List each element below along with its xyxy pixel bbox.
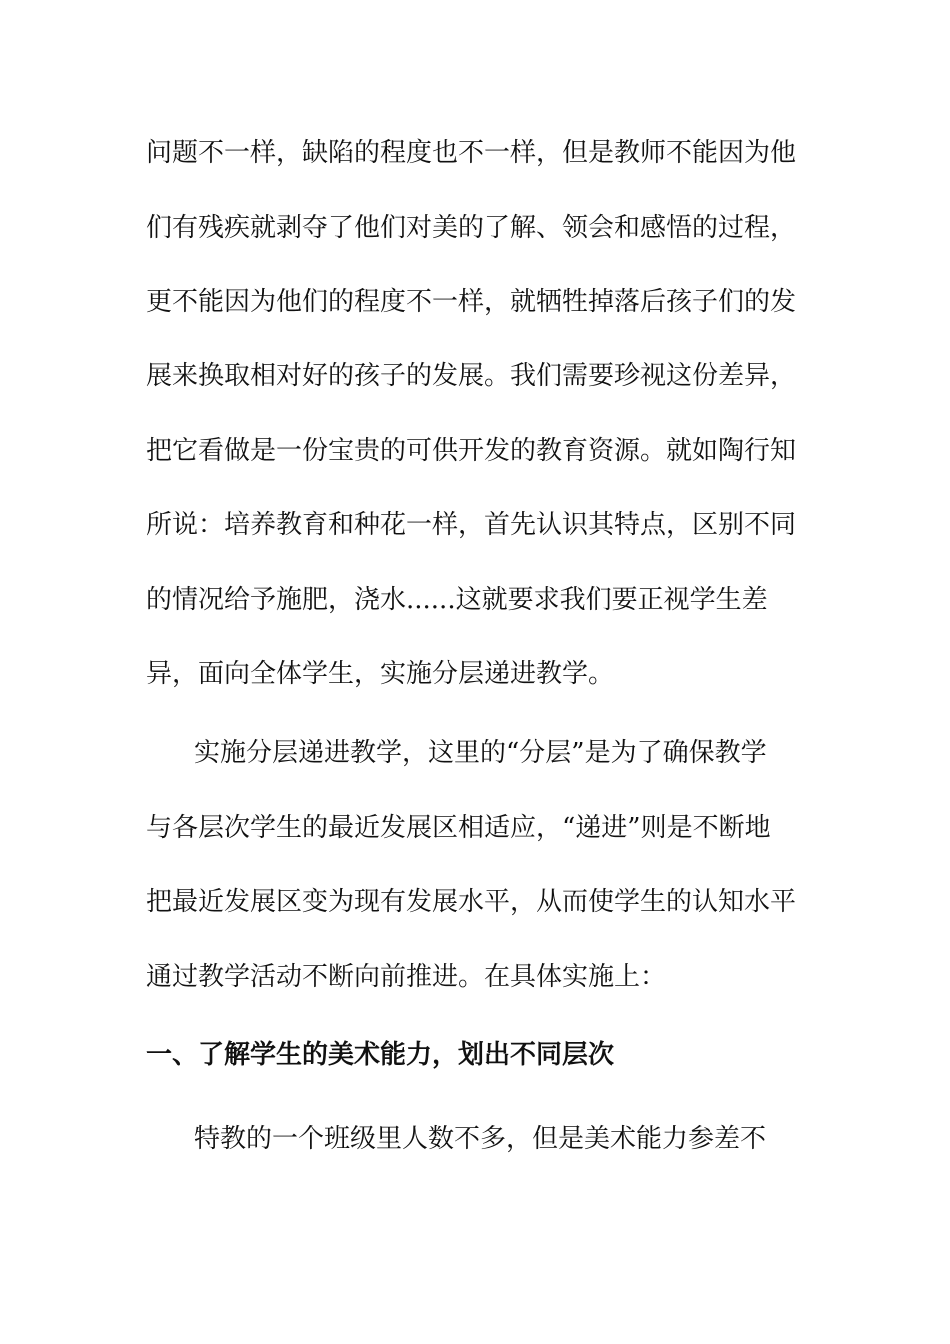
- paragraph-line: 更不能因为他们的程度不一样，就牺牲掉落后孩子们的发: [146, 287, 797, 317]
- paragraph-line: 问题不一样，缺陷的程度也不一样，但是教师不能因为他: [146, 138, 797, 168]
- paragraph-line: 们有残疾就剥夺了他们对美的了解、领会和感悟的过程，: [146, 213, 797, 243]
- paragraph-line: 特教的一个班级里人数不多，但是美术能力参差不: [194, 1124, 767, 1154]
- paragraph-line: 异，面向全体学生，实施分层递进教学。: [146, 659, 615, 689]
- paragraph-line: 把它看做是一份宝贵的可供开发的教育资源。就如陶行知: [146, 436, 797, 466]
- section-heading: 一、了解学生的美术能力，划出不同层次: [146, 1040, 615, 1070]
- paragraph-line: 实施分层递进教学，这里的“分层”是为了确保教学: [194, 738, 767, 768]
- paragraph-line: 把最近发展区变为现有发展水平，从而使学生的认知水平: [146, 887, 797, 917]
- paragraph-line: 所说：培养教育和种花一样，首先认识其特点，区别不同: [146, 510, 797, 540]
- paragraph-line: 的情况给予施肥，浇水......这就要求我们要正视学生差: [146, 585, 768, 615]
- paragraph-line: 通过教学活动不断向前推进。在具体实施上：: [146, 962, 667, 992]
- paragraph-line: 展来换取相对好的孩子的发展。我们需要珍视这份差异，: [146, 361, 797, 391]
- paragraph-line: 与各层次学生的最近发展区相适应，“递进”则是不断地: [146, 813, 771, 843]
